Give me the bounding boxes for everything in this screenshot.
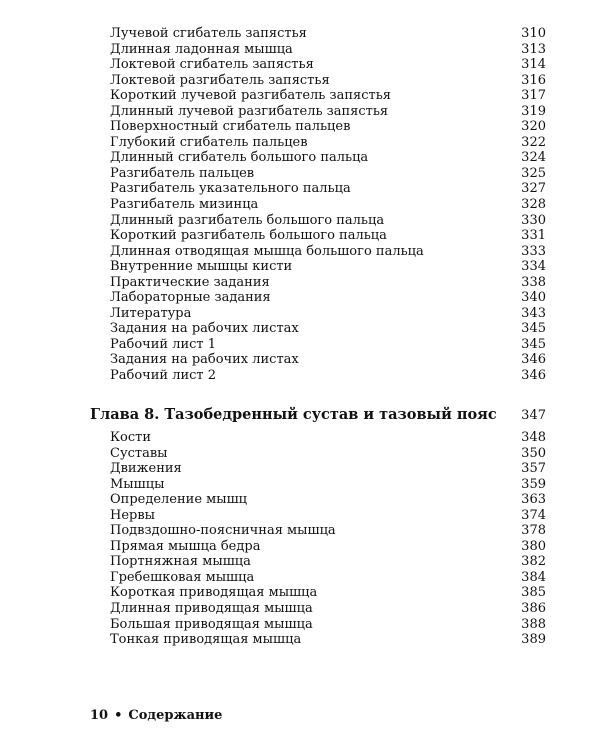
toc-entry-title: Суставы — [110, 445, 168, 461]
toc-entry — [110, 197, 546, 213]
toc-entry — [110, 539, 546, 555]
toc-entry-title: Локтевой сгибатель запястья — [110, 57, 314, 73]
toc-entry-title: Лучевой сгибатель запястья — [110, 26, 307, 41]
toc-entry-page: 331 — [521, 228, 546, 244]
toc-entry-title: Короткая приводящая мышца — [110, 585, 318, 601]
toc-entry-page: 310 — [521, 26, 546, 41]
toc-entry-page: 314 — [521, 57, 546, 73]
toc-entry-page: 320 — [521, 119, 546, 135]
toc-entry-title: Прямая мышца бедра — [110, 538, 261, 554]
toc-entry-title: Короткий разгибатель большого пальца — [110, 228, 387, 244]
toc-entry-title: Короткий лучевой разгибатель запястья — [110, 88, 391, 104]
toc-entry — [110, 57, 546, 73]
toc-entry — [110, 430, 546, 446]
toc-entry-page: 340 — [521, 290, 546, 306]
toc-entry — [110, 508, 546, 524]
toc-entry-title: Длинный разгибатель большого пальца — [110, 212, 385, 228]
toc-entry-page: 348 — [521, 430, 546, 445]
toc-entry — [110, 104, 546, 120]
toc-entry-title: Разгибатель мизинца — [110, 197, 259, 213]
toc-section-lower — [110, 430, 546, 648]
toc-entry-title: Портняжная мышца — [110, 554, 251, 570]
toc-entry — [110, 73, 546, 89]
toc-entry-title: Длинная приводящая мышца — [110, 601, 313, 617]
toc-entry — [110, 446, 546, 462]
toc-entry-page: 378 — [521, 523, 546, 539]
toc-entry-title: Глубокий сгибатель пальцев — [110, 134, 308, 150]
toc-entry — [110, 321, 546, 337]
toc-entry-page: 386 — [521, 601, 546, 617]
chapter-title: Глава 8. Тазобедренный сустав и тазовый пояс — [90, 406, 497, 423]
footer-label: Содержание — [128, 708, 223, 723]
toc-entry — [110, 632, 546, 648]
toc-entry — [110, 88, 546, 104]
toc-entry-page: 346 — [521, 368, 546, 384]
toc-entry-title: Тонкая приводящая мышца — [110, 632, 302, 648]
toc-entry — [110, 26, 546, 42]
toc-entry-page: 325 — [521, 165, 546, 181]
toc-entry-page: 316 — [521, 72, 546, 88]
toc-entry-title: Мышцы — [110, 476, 165, 492]
footer-bullet: • — [114, 708, 123, 723]
toc-entry — [110, 523, 546, 539]
toc-entry-page: 380 — [521, 538, 546, 554]
toc-entry — [110, 181, 546, 197]
chapter-page-number: 347 — [521, 408, 546, 423]
toc-entry — [110, 135, 546, 151]
toc-entry-page: 334 — [521, 259, 546, 275]
toc-entry-page: 389 — [521, 632, 546, 648]
toc-entry-title: Нервы — [110, 507, 156, 523]
toc-entry-page: 333 — [521, 243, 546, 259]
toc-entry-page: 322 — [521, 134, 546, 150]
toc-entry-page: 374 — [521, 507, 546, 523]
toc-entry-page: 359 — [521, 476, 546, 492]
toc-entry — [110, 119, 546, 135]
chapter-heading — [90, 406, 546, 425]
toc-entry-title: Большая приводящая мышца — [110, 616, 313, 632]
toc-entry-page: 345 — [521, 336, 546, 352]
toc-entry — [110, 290, 546, 306]
toc-entry — [110, 337, 546, 353]
toc-entry-title: Задания на рабочих листах — [110, 352, 299, 368]
toc-entry — [110, 166, 546, 182]
toc-entry-title: Задания на рабочих листах — [110, 321, 299, 337]
toc-entry — [110, 352, 546, 368]
toc-entry-page: 338 — [521, 274, 546, 290]
toc-entry — [110, 601, 546, 617]
toc-entry-title: Внутренние мышцы кисти — [110, 259, 293, 275]
toc-entry-page: 388 — [521, 616, 546, 632]
page-footer — [90, 708, 222, 723]
toc-entry-title: Длинный сгибатель большого пальца — [110, 150, 369, 166]
toc-section-upper — [110, 26, 546, 384]
toc-entry-page: 385 — [521, 585, 546, 601]
toc-entry-title: Движения — [110, 461, 182, 477]
toc-entry-title: Подвздошно-поясничная мышца — [110, 523, 336, 539]
toc-entry-page: 384 — [521, 569, 546, 585]
toc-entry-page: 327 — [521, 181, 546, 197]
toc-entry — [110, 617, 546, 633]
toc-entry — [110, 275, 546, 291]
toc-entry — [110, 585, 546, 601]
toc-entry-page: 343 — [521, 305, 546, 321]
toc-entry-page: 317 — [521, 88, 546, 104]
toc-entry-page: 357 — [521, 461, 546, 477]
toc-entry-title: Разгибатель пальцев — [110, 165, 255, 181]
toc-entry-title: Поверхностный сгибатель пальцев — [110, 119, 351, 135]
toc-entry-page: 363 — [521, 492, 546, 508]
toc-entry — [110, 228, 546, 244]
toc-entry — [110, 244, 546, 260]
toc-entry — [110, 368, 546, 384]
footer-page-number: 10 — [90, 708, 109, 723]
toc-entry — [110, 306, 546, 322]
toc-entry — [110, 554, 546, 570]
toc-entry-page: 313 — [521, 41, 546, 57]
toc-entry-title: Длинная ладонная мышца — [110, 41, 293, 57]
toc-entry-title: Рабочий лист 1 — [110, 336, 217, 352]
toc-entry — [110, 477, 546, 493]
toc-entry-title: Разгибатель указательного пальца — [110, 181, 351, 197]
toc-entry — [110, 42, 546, 58]
toc-entry-title: Длинная отводящая мышца большого пальца — [110, 243, 424, 259]
toc-entry-page: 328 — [521, 197, 546, 213]
toc-entry — [110, 570, 546, 586]
toc-entry — [110, 492, 546, 508]
toc-entry — [110, 213, 546, 229]
toc-entry-page: 345 — [521, 321, 546, 337]
toc-entry-title: Гребешковая мышца — [110, 569, 255, 585]
toc-entry — [110, 259, 546, 275]
toc-entry-title: Кости — [110, 430, 152, 445]
toc-entry-title: Рабочий лист 2 — [110, 368, 217, 384]
toc-entry-title: Локтевой разгибатель запястья — [110, 72, 330, 88]
toc-entry-title: Определение мышц — [110, 492, 248, 508]
toc-entry — [110, 150, 546, 166]
toc-entry-title: Литература — [110, 305, 192, 321]
toc-entry — [110, 461, 546, 477]
toc-entry-page: 382 — [521, 554, 546, 570]
toc-entry-page: 324 — [521, 150, 546, 166]
toc-entry-title: Лабораторные задания — [110, 290, 271, 306]
toc-entry-title: Практические задания — [110, 274, 270, 290]
toc-entry-page: 330 — [521, 212, 546, 228]
toc-entry-page: 319 — [521, 103, 546, 119]
toc-entry-page: 346 — [521, 352, 546, 368]
toc-entry-title: Длинный лучевой разгибатель запястья — [110, 103, 389, 119]
toc-entry-page: 350 — [521, 445, 546, 461]
